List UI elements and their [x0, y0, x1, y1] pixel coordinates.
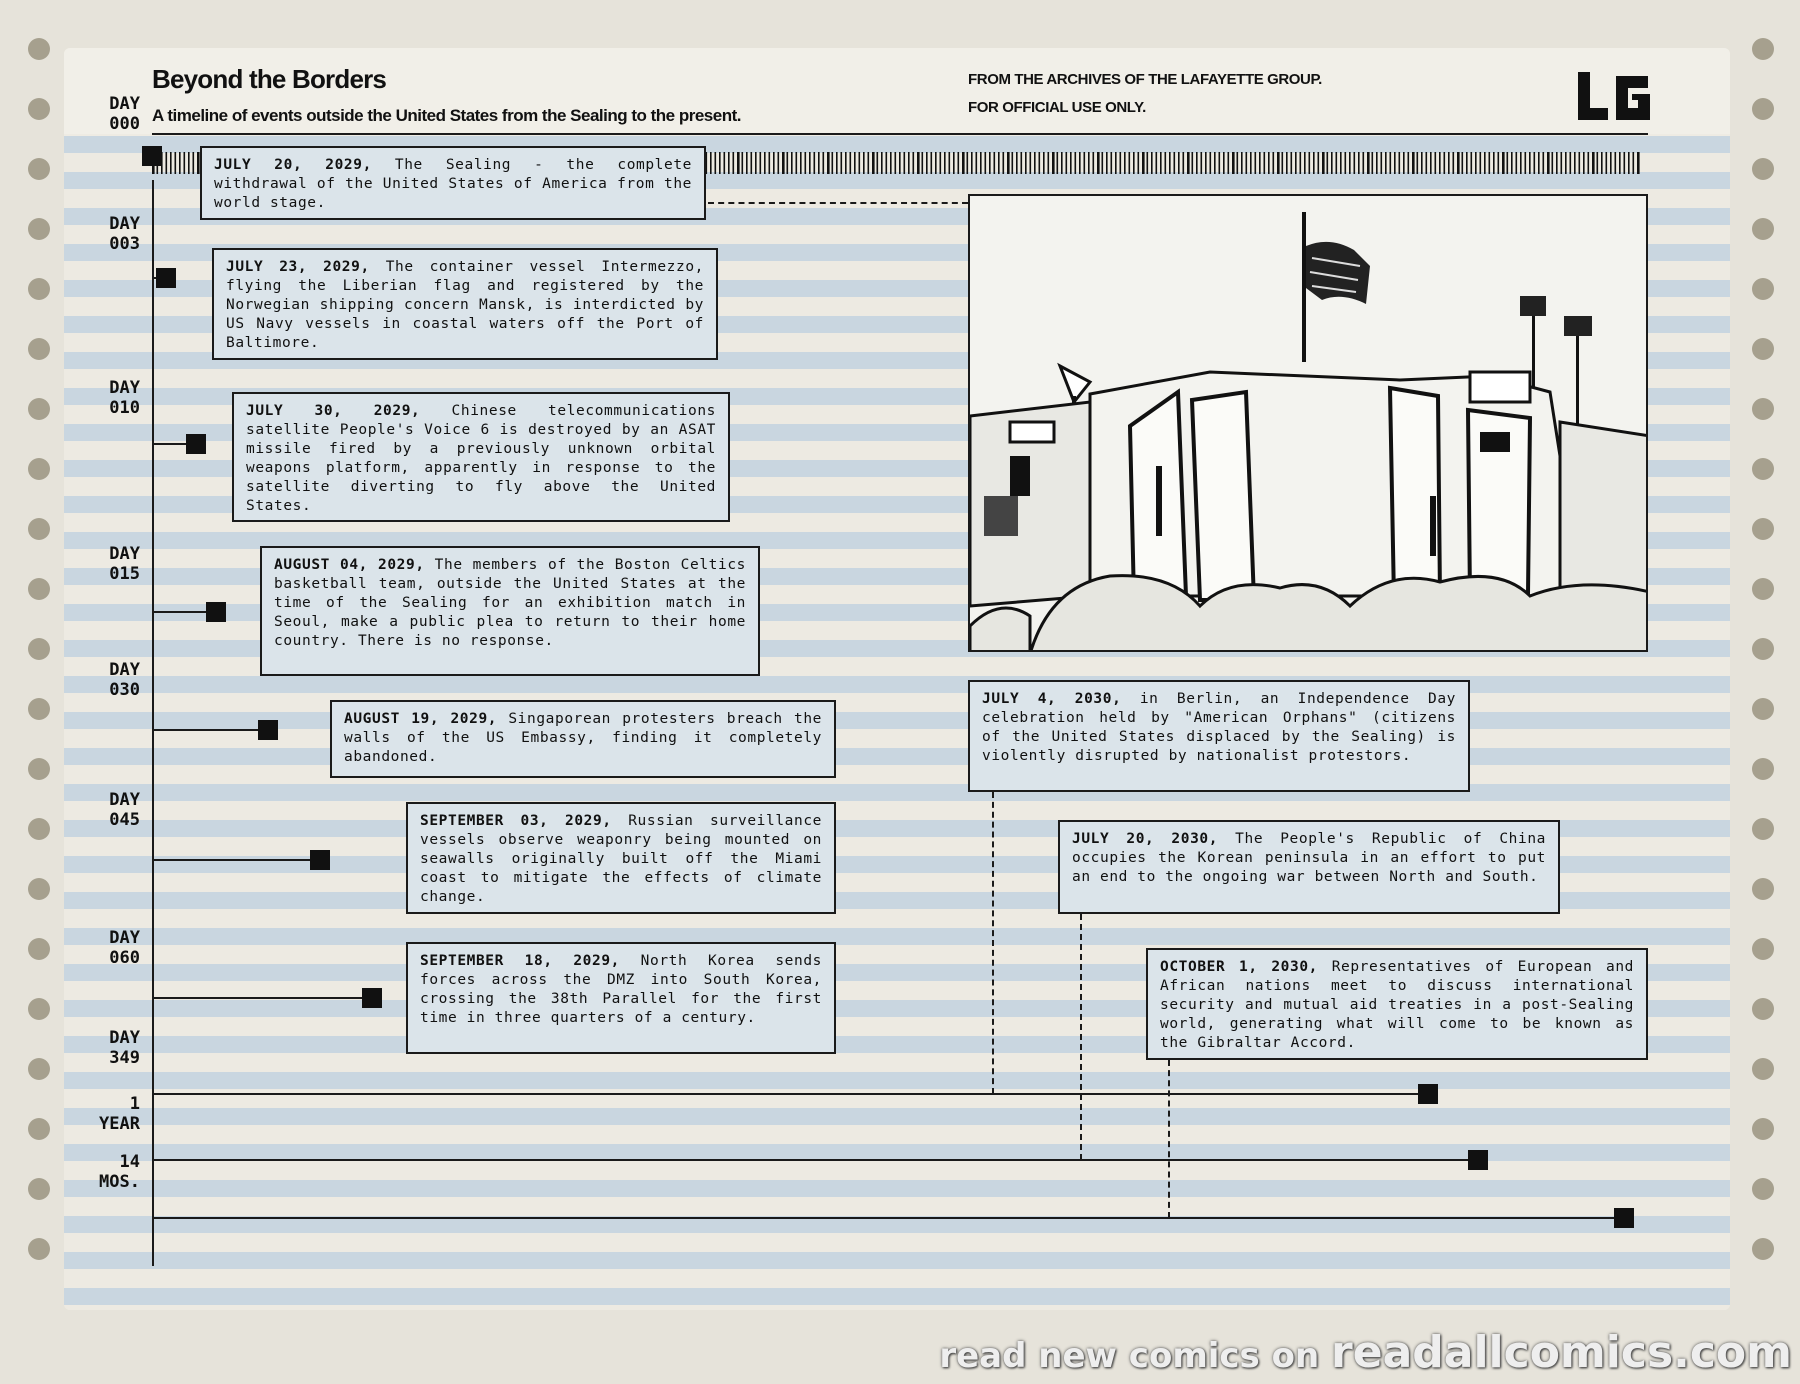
timeline-day-label: [80, 1028, 140, 1068]
dashed-connector: [1080, 914, 1082, 1160]
event-date: JULY 20, 2030,: [1072, 831, 1219, 847]
punch-hole: [1752, 458, 1774, 480]
punch-hole: [28, 578, 50, 600]
timeline-event-box: [330, 700, 836, 778]
timeline-marker: [186, 434, 206, 454]
timeline-marker: [1468, 1150, 1488, 1170]
event-description: Russian surveillance vessels observe weaponry being mounted on seawalls originally built off the Miami coast to mitigate the effects of climate change.: [420, 813, 822, 905]
timeline-branch-line: [152, 859, 312, 861]
day-label-bottom: 045: [109, 810, 140, 830]
site-watermark: [939, 1327, 1792, 1378]
day-label-top: DAY: [109, 544, 140, 564]
punch-hole: [28, 278, 50, 300]
event-date: AUGUST 19, 2029,: [344, 711, 498, 727]
punch-hole: [1752, 878, 1774, 900]
day-label-top: DAY: [109, 378, 140, 398]
timeline-branch-line: [152, 1217, 1616, 1219]
day-label-bottom: 030: [109, 680, 140, 700]
event-date: JULY 20, 2029,: [214, 157, 372, 173]
punch-hole: [1752, 818, 1774, 840]
timeline-event-box: [1058, 820, 1560, 914]
timeline-event-box: [968, 680, 1470, 792]
timeline-branch-line: [152, 1159, 1470, 1161]
punch-hole: [28, 998, 50, 1020]
timeline-event-box: [260, 546, 760, 676]
punch-hole: [1752, 338, 1774, 360]
timeline-event-box: [1146, 948, 1648, 1060]
dashed-connector: [708, 202, 968, 204]
punch-hole: [1752, 1178, 1774, 1200]
punch-hole: [28, 98, 50, 120]
day-label-top: DAY: [109, 660, 140, 680]
timeline-event-box: [232, 392, 730, 522]
timeline-event-box: [212, 248, 718, 360]
punch-hole: [1752, 38, 1774, 60]
punch-hole: [28, 1178, 50, 1200]
event-date: OCTOBER 1, 2030,: [1160, 959, 1318, 975]
timeline-day-label: [80, 790, 140, 830]
punch-hole: [1752, 518, 1774, 540]
event-description: Representatives of European and African nations meet to discuss international security and mutual aid treaties in a post-Sealing world, generating what will come to be known as the Gibraltar Accord.: [1160, 959, 1634, 1051]
timeline-marker: [258, 720, 278, 740]
archive-line-1: FROM THE ARCHIVES OF THE LAFAYETTE GROUP.: [968, 71, 1322, 88]
punch-hole: [28, 38, 50, 60]
event-description: North Korea sends forces across the DMZ into South Korea, crossing the 38th Parallel for the first time in three quarters of a century.: [420, 953, 822, 1026]
punch-hole: [1752, 278, 1774, 300]
event-description: The members of the Boston Celtics basketball team, outside the United States at the time of the Sealing for an exhibition match in Seoul, make a public plea to return to their home country. There is no response.: [274, 557, 746, 649]
day-label-bottom: 003: [109, 234, 140, 254]
punch-hole: [1752, 758, 1774, 780]
day-label-top: DAY: [109, 790, 140, 810]
day-label-top: DAY: [109, 928, 140, 948]
document-sheet: [64, 48, 1730, 1310]
day-label-bottom: 000: [109, 114, 140, 134]
timeline-marker: [310, 850, 330, 870]
timeline-axis: [152, 180, 154, 1266]
timeline-branch-line: [152, 729, 260, 731]
punch-hole: [1752, 638, 1774, 660]
timeline-day-label: [80, 928, 140, 968]
page-title: Beyond the Borders: [152, 64, 387, 94]
page-subtitle: A timeline of events outside the United States from the Sealing to the present.: [152, 106, 741, 125]
punch-hole: [1752, 158, 1774, 180]
day-label-bottom: MOS.: [99, 1172, 140, 1192]
punch-hole: [28, 698, 50, 720]
day-label-top: 1: [129, 1094, 140, 1114]
timeline-branch-line: [152, 1093, 1420, 1095]
illustration-panel: [968, 194, 1648, 652]
punch-hole: [28, 1118, 50, 1140]
punch-hole: [28, 938, 50, 960]
punch-hole: [28, 518, 50, 540]
timeline-day-label: [80, 1152, 140, 1192]
day-label-bottom: 015: [109, 564, 140, 584]
punch-hole: [28, 758, 50, 780]
timeline-marker: [1614, 1208, 1634, 1228]
timeline-marker: [1418, 1084, 1438, 1104]
day-label-bottom: 010: [109, 398, 140, 418]
punch-hole: [28, 458, 50, 480]
timeline-day-label: [80, 660, 140, 700]
punch-hole: [28, 218, 50, 240]
archive-notice: [968, 66, 1322, 122]
header-rule: [152, 133, 1648, 135]
punch-hole: [28, 818, 50, 840]
punch-hole: [1752, 98, 1774, 120]
event-description: The Sealing - the complete withdrawal of the United States of America from the world stage.: [214, 157, 693, 211]
punch-hole: [1752, 398, 1774, 420]
timeline-event-box: [406, 942, 836, 1054]
event-description: in Berlin, an Independence Day celebration held by "American Orphans" (citizens of the United States displaced by the Sealing) is violently disrupted by nationalist protestors.: [982, 691, 1456, 764]
day-label-top: DAY: [109, 1028, 140, 1048]
timeline-marker: [362, 988, 382, 1008]
event-date: JULY 23, 2029,: [226, 259, 370, 275]
timeline-marker: [142, 146, 162, 166]
day-label-top: DAY: [109, 94, 140, 114]
punch-hole: [28, 1058, 50, 1080]
punch-hole: [1752, 578, 1774, 600]
day-label-bottom: 060: [109, 948, 140, 968]
day-label-bottom: YEAR: [99, 1114, 140, 1134]
timeline-event-box: [200, 146, 706, 220]
day-label-top: 14: [119, 1152, 140, 1172]
event-description: The container vessel Intermezzo, flying the Liberian flag and registered by the Norwegian shipping concern Mansk, is interdicted by US Navy vessels in coastal waters off the Port of Baltimore.: [226, 259, 704, 351]
punch-hole: [28, 1238, 50, 1260]
timeline-marker: [206, 602, 226, 622]
archive-line-2: FOR OFFICIAL USE ONLY.: [968, 99, 1146, 116]
lafayette-group-logo-icon: [1576, 68, 1652, 124]
watermark-small: read new comics on: [939, 1336, 1320, 1376]
event-date: SEPTEMBER 18, 2029,: [420, 953, 620, 969]
event-description: The People's Republic of China occupies the Korean peninsula in an effort to put an end to the ongoing war between North and South.: [1072, 831, 1546, 885]
day-label-top: DAY: [109, 214, 140, 234]
watermark-site: readallcomics.com: [1331, 1327, 1792, 1378]
punch-hole: [1752, 938, 1774, 960]
punch-hole: [1752, 1238, 1774, 1260]
timeline-branch-line: [152, 443, 188, 445]
event-date: JULY 30, 2029,: [246, 403, 421, 419]
dashed-connector: [1168, 1060, 1170, 1218]
timeline-branch-line: [152, 997, 364, 999]
timeline-event-box: [406, 802, 836, 914]
punch-hole: [1752, 998, 1774, 1020]
punch-hole: [1752, 698, 1774, 720]
header: [64, 48, 1730, 134]
punch-hole: [1752, 1118, 1774, 1140]
event-date: SEPTEMBER 03, 2029,: [420, 813, 612, 829]
day-label-bottom: 349: [109, 1048, 140, 1068]
timeline-branch-line: [152, 611, 208, 613]
event-description: Chinese telecommunications satellite People's Voice 6 is destroyed by an ASAT missile fired by a previously unknown orbital weapons platform, apparently in response to the satellite diverting to fly above the United States.: [246, 403, 716, 514]
punch-hole: [28, 638, 50, 660]
timeline-day-label: [80, 214, 140, 254]
punch-hole: [1752, 218, 1774, 240]
dashed-connector: [992, 792, 994, 1094]
fortified-capitol-illustration: [970, 196, 1648, 652]
timeline-day-label: [80, 94, 140, 134]
punch-hole: [1752, 1058, 1774, 1080]
event-description: Singaporean protesters breach the walls of the US Embassy, finding it completely abandoned.: [344, 711, 822, 765]
timeline-day-label: [80, 378, 140, 418]
timeline-day-label: [80, 1094, 140, 1134]
punch-hole: [28, 398, 50, 420]
timeline-marker: [156, 268, 176, 288]
punch-hole: [28, 338, 50, 360]
timeline-day-label: [80, 544, 140, 584]
event-date: JULY 4, 2030,: [982, 691, 1122, 707]
punch-hole: [28, 158, 50, 180]
event-date: AUGUST 04, 2029,: [274, 557, 425, 573]
punch-hole: [28, 878, 50, 900]
